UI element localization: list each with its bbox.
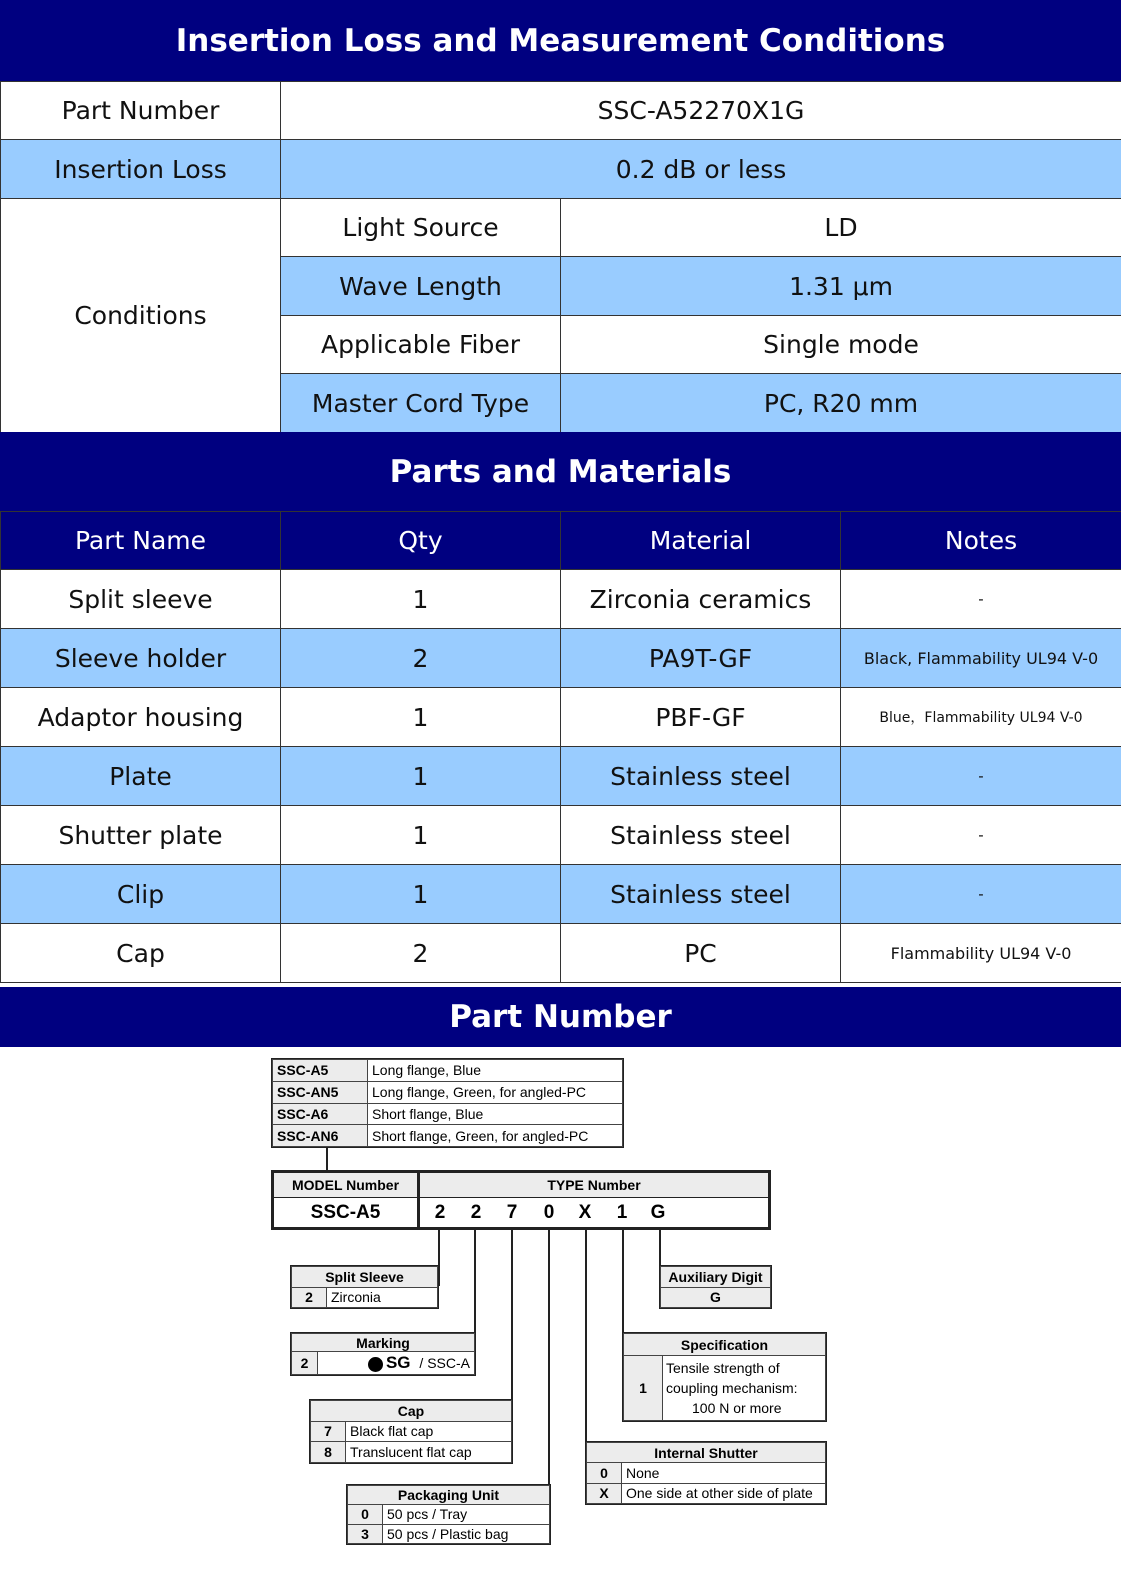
table-row xyxy=(1,806,1121,865)
model-type-box xyxy=(271,1170,771,1230)
table-row xyxy=(1,924,1121,983)
table-row xyxy=(1,629,1121,688)
sg-logo-text: SG xyxy=(385,1353,411,1373)
model-desc: Short flange, Green, for angled-PC xyxy=(368,1125,623,1147)
part-name: Shutter plate xyxy=(1,806,281,865)
condition-value: Single mode xyxy=(561,316,1121,374)
type-digit: X xyxy=(578,1202,592,1223)
model-code: SSC-AN5 xyxy=(273,1081,368,1103)
specification-box xyxy=(622,1332,827,1422)
part-name: Sleeve holder xyxy=(1,629,281,688)
condition-value: PC, R20 mm xyxy=(561,374,1121,433)
split-sleeve-box xyxy=(290,1265,439,1309)
part-material: Stainless steel xyxy=(561,806,841,865)
option-code: X xyxy=(587,1483,622,1503)
option-desc: 50 pcs / Tray xyxy=(383,1505,550,1524)
model-desc: Long flange, Blue xyxy=(368,1060,623,1082)
type-digit: 7 xyxy=(506,1202,518,1223)
part-material: PBF-GF xyxy=(561,688,841,747)
part-material: PA9T-GF xyxy=(561,629,841,688)
type-digit: 2 xyxy=(434,1202,446,1223)
condition-label: Light Source xyxy=(281,199,561,257)
specification-line: Tensile strength of xyxy=(666,1360,780,1376)
auxiliary-title: Auxiliary Digit xyxy=(661,1267,771,1288)
table-row xyxy=(1,82,1121,140)
condition-value: 1.31 μm xyxy=(561,257,1121,316)
condition-value: LD xyxy=(561,199,1121,257)
model-desc: Short flange, Blue xyxy=(368,1103,623,1125)
model-number-label: MODEL Number xyxy=(274,1173,420,1198)
part-notes: - xyxy=(841,806,1121,865)
part-number-label: Part Number xyxy=(1,82,281,140)
part-qty: 1 xyxy=(281,570,561,629)
model-list xyxy=(271,1058,624,1148)
condition-label: Wave Length xyxy=(281,257,561,316)
part-name: Cap xyxy=(1,924,281,983)
type-digit: 2 xyxy=(470,1202,482,1223)
connector-line xyxy=(326,1148,328,1170)
table-row xyxy=(1,570,1121,629)
option-desc: Black flat cap xyxy=(346,1421,512,1442)
connector-line xyxy=(622,1230,624,1333)
section-header-parts: Parts and Materials xyxy=(0,432,1121,511)
marking-title: Marking xyxy=(292,1334,475,1352)
part-qty: 1 xyxy=(281,806,561,865)
option-code: 0 xyxy=(348,1505,383,1524)
part-notes: Flammability UL94 V-0 xyxy=(841,924,1121,983)
part-notes: - xyxy=(841,570,1121,629)
option-desc: Translucent flat cap xyxy=(346,1442,512,1463)
model-desc: Long flange, Green, for angled-PC xyxy=(368,1081,623,1103)
insertion-loss-value: 0.2 dB or less xyxy=(281,140,1121,199)
part-material: PC xyxy=(561,924,841,983)
part-qty: 2 xyxy=(281,924,561,983)
option-desc: None xyxy=(622,1463,826,1483)
cap-box xyxy=(309,1399,513,1464)
table-row xyxy=(1,747,1121,806)
part-qty: 1 xyxy=(281,747,561,806)
part-name: Split sleeve xyxy=(1,570,281,629)
model-code: SSC-A5 xyxy=(273,1060,368,1082)
packaging-unit-box xyxy=(346,1484,551,1545)
part-material: Stainless steel xyxy=(561,865,841,924)
conditions-label: Conditions xyxy=(1,199,281,433)
option-code: 2 xyxy=(292,1352,318,1375)
condition-label: Master Cord Type xyxy=(281,374,561,433)
insertion-loss-table xyxy=(0,81,1121,433)
connector-line xyxy=(548,1230,550,1495)
option-code: 1 xyxy=(624,1356,663,1421)
section-header-part-number: Part Number xyxy=(0,987,1121,1047)
auxiliary-value: G xyxy=(661,1287,771,1308)
option-desc: / SSC-A xyxy=(419,1355,470,1372)
connector-line xyxy=(585,1230,587,1446)
part-number-value: SSC-A52270X1G xyxy=(281,82,1121,140)
part-material: Zirconia ceramics xyxy=(561,570,841,629)
option-desc: Zirconia xyxy=(327,1287,438,1308)
part-name: Clip xyxy=(1,865,281,924)
part-qty: 1 xyxy=(281,865,561,924)
option-code: 8 xyxy=(311,1442,346,1463)
section-header-insertion-loss: Insertion Loss and Measurement Conditions xyxy=(0,0,1121,81)
packaging-title: Packaging Unit xyxy=(348,1486,550,1505)
option-desc: 50 pcs / Plastic bag xyxy=(383,1524,550,1543)
option-code: 3 xyxy=(348,1524,383,1543)
model-value: SSC-A5 xyxy=(274,1198,420,1227)
split-sleeve-title: Split Sleeve xyxy=(292,1267,438,1288)
part-notes: Blue，Flammability UL94 V-0 xyxy=(841,688,1121,747)
internal-shutter-title: Internal Shutter xyxy=(587,1443,826,1463)
part-notes: - xyxy=(841,747,1121,806)
table-row xyxy=(1,865,1121,924)
condition-label: Applicable Fiber xyxy=(281,316,561,374)
part-number-diagram xyxy=(0,1047,1121,1581)
part-name: Adaptor housing xyxy=(1,688,281,747)
option-desc: One side at other side of plate xyxy=(622,1483,826,1503)
type-number-label: TYPE Number xyxy=(420,1173,768,1198)
part-qty: 1 xyxy=(281,688,561,747)
model-code: SSC-AN6 xyxy=(273,1125,368,1147)
part-qty: 2 xyxy=(281,629,561,688)
specification-line: 100 N or more xyxy=(692,1400,782,1416)
option-code: 0 xyxy=(587,1463,622,1483)
part-notes: Black, Flammability UL94 V-0 xyxy=(841,629,1121,688)
connector-line xyxy=(659,1230,661,1265)
table-header-row xyxy=(1,512,1121,570)
table-row xyxy=(1,140,1121,199)
parts-table xyxy=(0,511,1121,983)
specification-title: Specification xyxy=(624,1334,826,1356)
type-digit: 0 xyxy=(543,1202,555,1223)
sg-logo-icon xyxy=(368,1357,383,1372)
insertion-loss-label: Insertion Loss xyxy=(1,140,281,199)
type-digit: G xyxy=(650,1202,666,1223)
marking-box xyxy=(290,1332,476,1376)
part-notes: - xyxy=(841,865,1121,924)
part-material: Stainless steel xyxy=(561,747,841,806)
cap-title: Cap xyxy=(311,1401,512,1422)
column-header: Part Name xyxy=(1,512,281,570)
option-code: 2 xyxy=(292,1287,327,1308)
column-header: Qty xyxy=(281,512,561,570)
option-code: 7 xyxy=(311,1421,346,1442)
column-header: Material xyxy=(561,512,841,570)
part-name: Plate xyxy=(1,747,281,806)
table-row xyxy=(1,199,1121,257)
column-header: Notes xyxy=(841,512,1121,570)
table-row xyxy=(1,688,1121,747)
type-digit: 1 xyxy=(616,1202,628,1223)
model-code: SSC-A6 xyxy=(273,1103,368,1125)
auxiliary-digit-box xyxy=(659,1265,772,1309)
internal-shutter-box xyxy=(585,1441,827,1505)
specification-line: coupling mechanism: xyxy=(666,1380,798,1396)
